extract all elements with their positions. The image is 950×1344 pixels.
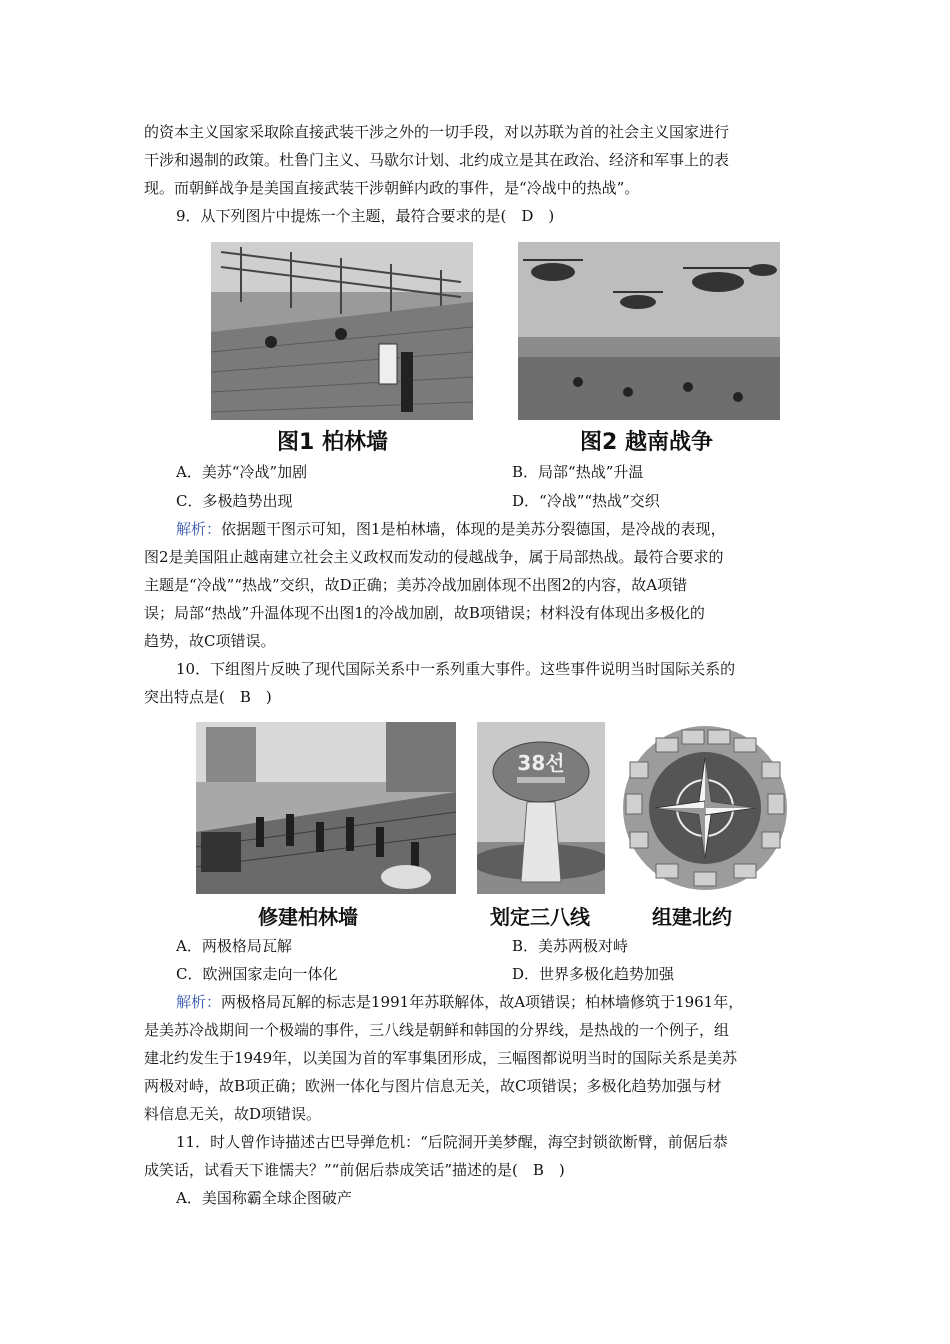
q9-analysis-line-4: 误；局部“热战”升温体现不出图1的冷战加剧，故B项错误；材料没有体现出多极化的 [144,604,705,622]
q10-analysis-label: 解析： [176,993,222,1011]
q10-option-b: B．美苏两极对峙 [512,937,629,955]
caption-38th-parallel: 划定三八线 [490,905,590,929]
q9-analysis-line-3: 主题是“冷战”“热战”交织，故D正确；美苏冷战加剧体现不出图2的内容，故A项错 [144,576,688,594]
q10-stem-line-1: 10．下组图片反映了现代国际关系中一系列重大事件。这些事件说明当时国际关系的 [176,660,736,678]
q9-option-b: B．局部“热战”升温 [512,463,644,481]
caption-nato: 组建北约 [652,905,732,929]
q10-analysis-line-4: 两极对峙，故B项正确；欧洲一体化与图片信息无关，故C项错误；多极化趋势加强与材 [144,1077,722,1095]
q10-option-a: A．两极格局瓦解 [176,937,292,955]
q9-stem: 9．从下列图片中提炼一个主题，最符合要求的是( D ) [176,207,555,225]
q9-analysis-label: 解析： [176,520,222,538]
intro-line-2: 干涉和遏制的政策。杜鲁门主义、马歇尔计划、北约成立是其在政治、经济和军事上的表 [144,151,730,169]
berlin-wall-construction-photo [196,722,456,894]
vietnam-war-photo [518,242,780,420]
q11-option-a: A．美国称霸全球企图破产 [176,1189,352,1207]
q9-option-d: D．“冷战”“热战”交织 [512,492,660,510]
q9-analysis-line-5: 趋势，故C项错误。 [144,632,276,650]
q10-analysis-line-2: 是美苏冷战期间一个极端的事件，三八线是朝鲜和韩国的分界线，是热战的一个例子，组 [144,1021,730,1039]
nato-emblem [622,722,788,894]
q10-analysis-line-1: 解析：两极格局瓦解的标志是1991年苏联解体，故A项错误；柏林墙修筑于1961年， [176,993,744,1011]
q9-analysis-line-2: 图2是美国阻止越南建立社会主义政权而发动的侵越战争，属于局部热战。最符合要求的 [144,548,724,566]
q10-option-c: C．欧洲国家走向一体化 [176,965,338,983]
fig1-caption: 图1 柏林墙 [277,430,388,455]
q9-analysis-line-1: 解析：依据题干图示可知，图1是柏林墙，体现的是美苏分裂德国，是冷战的表现， [176,520,726,538]
caption-berlin-wall: 修建柏林墙 [258,905,358,929]
q9-option-c: C．多极趋势出现 [176,492,293,510]
38-sign-text: 38선 [517,751,565,775]
intro-line-1: 的资本主义国家采取除直接武装干涉之外的一切手段，对以苏联为首的社会主义国家进行 [144,123,730,141]
q10-analysis-line-3: 建北约发生于1949年，以美国为首的军事集团形成，三幅图都说明当时的国际关系是美苏 [144,1049,738,1067]
fig2-caption: 图2 越南战争 [580,430,713,455]
q10-stem-line-2: 突出特点是( B ) [144,688,272,706]
38th-parallel-photo [477,722,605,894]
q11-stem-line-1: 11．时人曾作诗描述古巴导弹危机：“后院洞开美梦醒，海空封锁欲断臂，前倨后恭 [176,1133,728,1151]
berlin-wall-photo [211,242,473,420]
intro-line-3: 现。而朝鲜战争是美国直接武装干涉朝鲜内政的事件，是“冷战中的热战”。 [144,179,640,197]
q10-option-d: D．世界多极化趋势加强 [512,965,675,983]
q9-option-a: A．美苏“冷战”加剧 [176,463,308,481]
q10-analysis-line-5: 料信息无关，故D项错误。 [144,1105,322,1123]
q11-stem-line-2: 成笑话，试看天下谁懦夫？”“前倨后恭成笑话”描述的是( B ) [144,1161,565,1179]
